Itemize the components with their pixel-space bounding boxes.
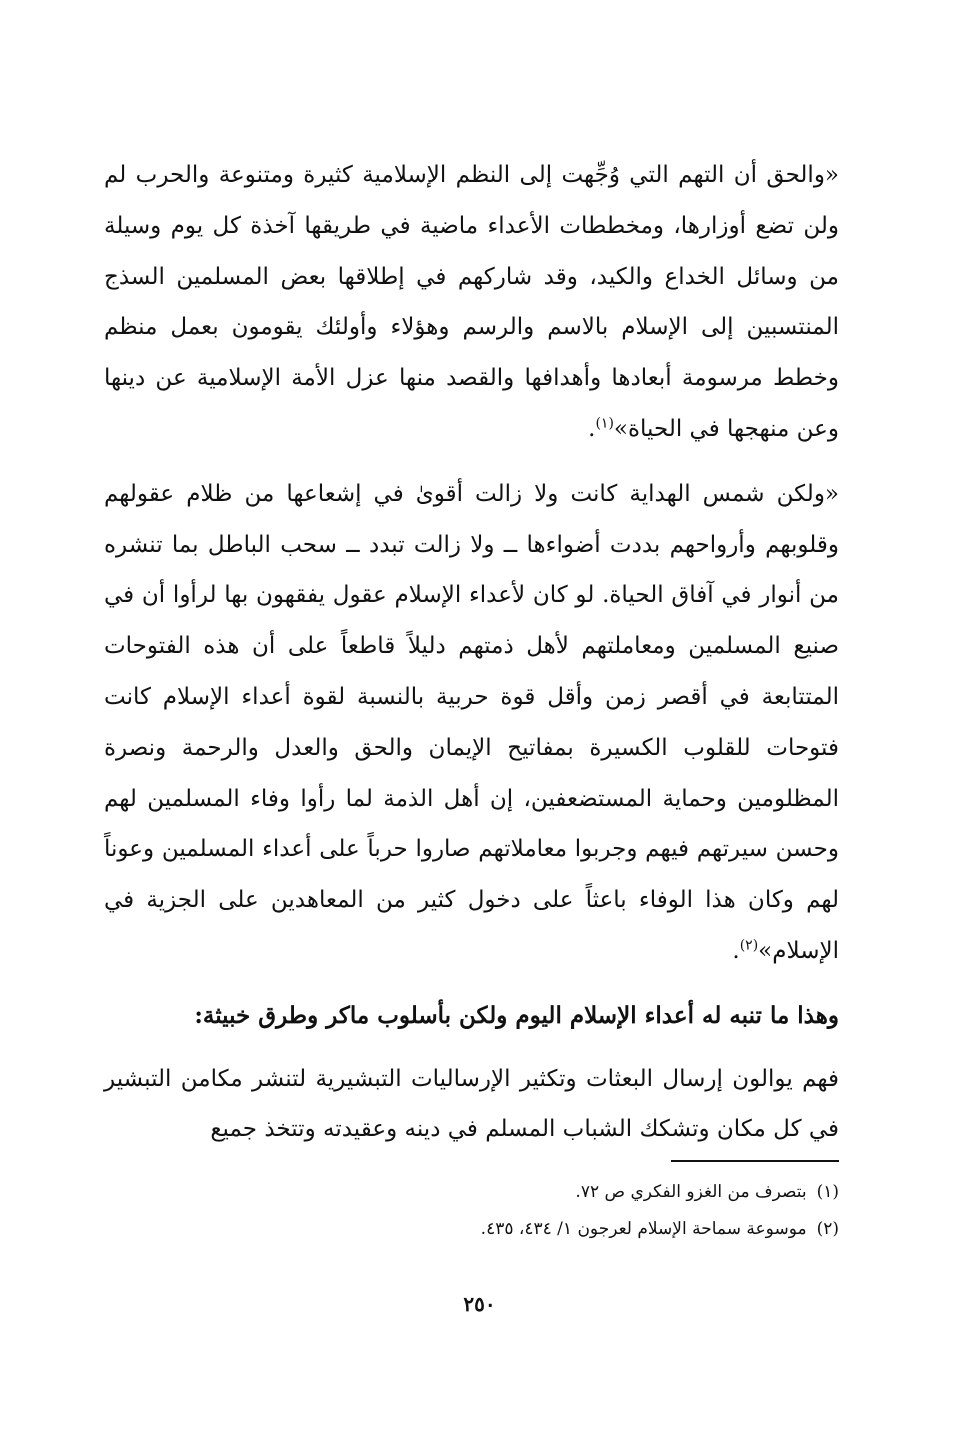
paragraph-period: . bbox=[732, 937, 740, 964]
footnote-text: بتصرف من الغزو الفكري ص ٧٢. bbox=[575, 1182, 807, 1202]
footnote-1 bbox=[239, 1174, 839, 1211]
paragraph-period: . bbox=[588, 415, 596, 442]
paragraph-quote-1 bbox=[104, 150, 839, 455]
page-body bbox=[104, 150, 839, 1155]
footnote-separator bbox=[671, 1160, 839, 1162]
footnotes bbox=[239, 1174, 839, 1248]
footnote-2 bbox=[239, 1211, 839, 1248]
footnote-reference-2[interactable]: (٢) bbox=[739, 937, 759, 954]
page-number: ٢٥٠ bbox=[463, 1292, 496, 1316]
footnote-reference-1[interactable]: (١) bbox=[595, 415, 614, 432]
paragraph-text: «والحق أن التهم التي وُجِّهت إلى النظم الإسلامية كثيرة ومتنوعة والحرب لم ولن تضع أوزارها، ومخططات الأعداء ماضية في طريقها آخذة كل يوم وسيلة من وسائل الخداع والكيد، وقد شاركهم في إطلاقها بعض المسلمين السذج المنتسبين إلى الإسلام بالاسم والرسم وهؤلاء وأولئك يقومون بعمل منظم وخطط مرسومة أبعادها وأهدافها والقصد منها عزل الأمة الإسلامية عن دينها وعن منهجها في الحياة» bbox=[104, 162, 839, 442]
paragraph-quote-2 bbox=[104, 469, 839, 977]
footnote-text: موسوعة سماحة الإسلام لعرجون ١/ ٤٣٤، ٤٣٥. bbox=[480, 1219, 807, 1239]
paragraph-body: فهم يوالون إرسال البعثات وتكثير الإرساليات التبشيرية لتنشر مكامن التبشير في كل مكان وتشكك الشباب المسلم في دينه وعقيدته وتتخذ جميع bbox=[104, 1065, 839, 1143]
footnote-number: (١) bbox=[816, 1182, 839, 1202]
section-heading: وهذا ما تنبه له أعداء الإسلام اليوم ولكن بأسلوب ماكر وطرق خبيثة: bbox=[194, 1001, 839, 1029]
footnote-number: (٢) bbox=[816, 1219, 839, 1239]
paragraph-text: «ولكن شمس الهداية كانت ولا زالت أقوىٰ في إشعاعها من ظلام عقولهم وقلوبهم وأرواحهم بددت أضواءها ــ ولا زالت تبدد ــ سحب الباطل بما تنشره من أنوار في آفاق الحياة. لو كان لأعداء الإسلام عقول يفقهون بها لرأوا أن في صنيع المسلمين ومعاملتهم لأهل ذمتهم دليلاً قاطعاً على أن هذه الفتوحات المتتابعة في أقصر زمن وأقل قوة حربية بالنسبة لقوة أعداء الإسلام كانت فتوحات للقلوب الكسيرة بمفاتيح الإيمان والحق والعدل والرحمة ونصرة المظلومين وحماية المستضعفين، إن أهل الذمة لما رأوا وفاء المسلمين لهم وحسن سيرتهم فيهم وجربوا معاملاتهم صاروا حرباً على أعداء المسلمين وعوناً لهم وكان هذا الوفاء باعثاً على دخول كثير من المعاهدين على الجزية في الإسلام» bbox=[104, 480, 839, 964]
